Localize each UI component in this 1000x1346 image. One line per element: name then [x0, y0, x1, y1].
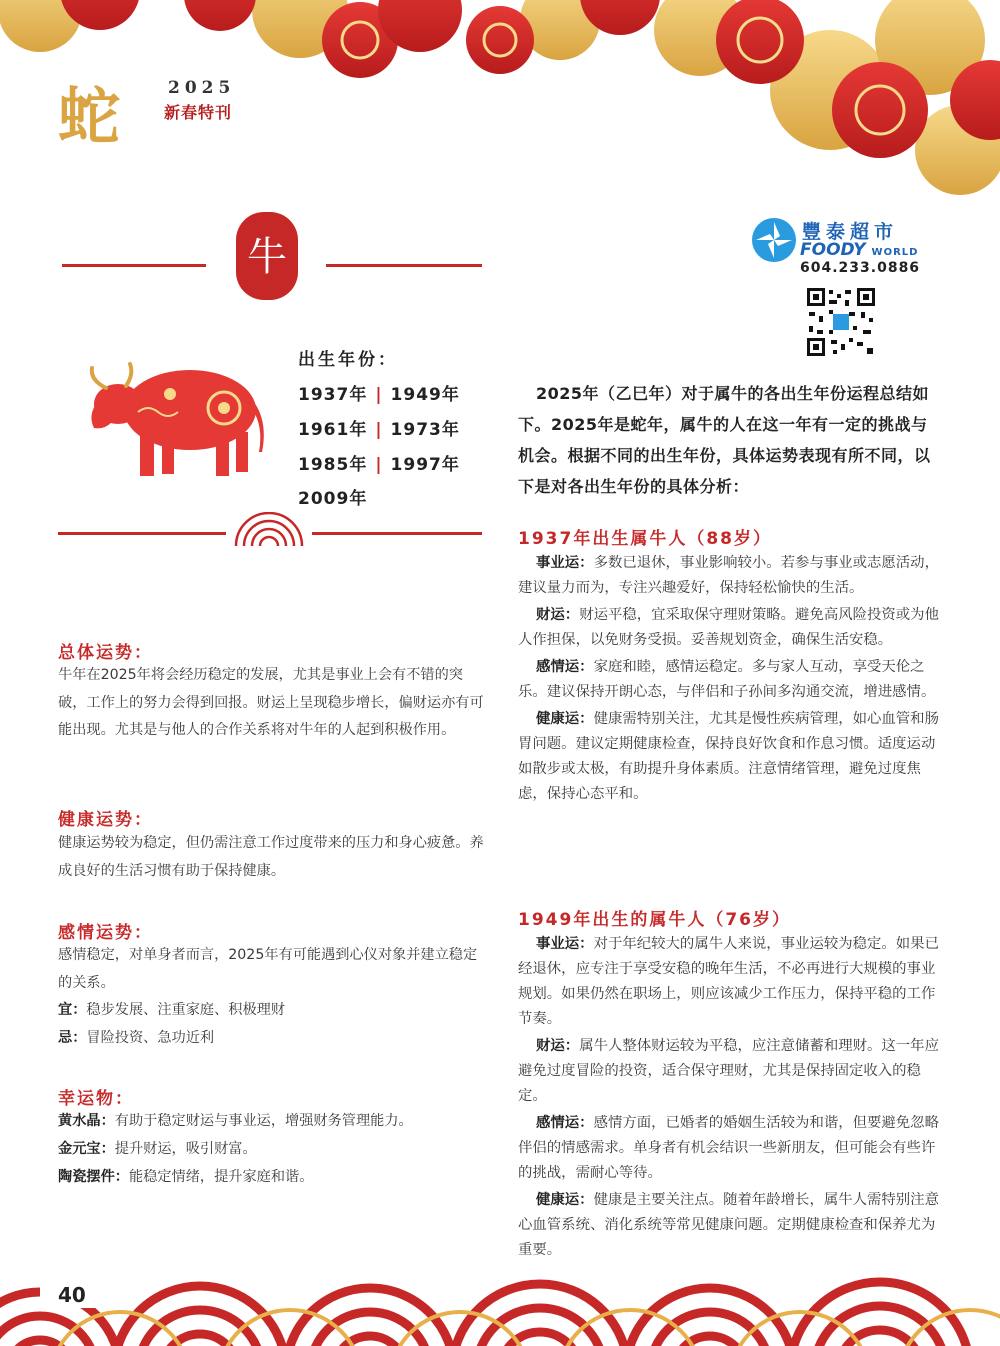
ox-seal-stamp	[234, 210, 300, 302]
brand-subtitle: 新春特刊	[164, 103, 233, 122]
wealth-paragraph: 财运：财运平稳，宜采取保守理财策略。避免高风险投资或为他人作担保，以免财务受损。妥善规划资金，确保生活安稳。	[518, 607, 939, 648]
love-do-item: 宜：稳步发展、注重家庭、积极理财	[58, 1002, 286, 1018]
section-1937-title: 1937年出生属牛人（88岁）	[518, 529, 772, 549]
section-1949-title: 1949年出生的属牛人（76岁）	[518, 910, 791, 930]
seal-line-right	[326, 264, 482, 267]
love-paragraph: 感情运：家庭和睦，感情运稳定。多与家人互动，享受天伦之乐。建议保持开朗心态，与伴侣和子孙间多沟通交流，增进感情。	[518, 659, 936, 700]
intro-paragraph: 2025年（乙巳年）对于属牛的各出生年份运程总结如下。2025年是蛇年，属牛的人在这一年有一定的挑战与机会。根据不同的出生年份，具体运势表现有所不同，以下是对各出生年份的具体分析：	[518, 384, 931, 496]
section-1949-body	[518, 932, 942, 1265]
bottom-wave-decoration	[0, 1232, 1000, 1346]
store-name-chinese: 豐泰超市	[802, 221, 899, 243]
qr-code[interactable]	[805, 286, 877, 358]
birth-years-row: 1937年 | 1949年	[298, 385, 460, 405]
overall-fortune-text: 牛年在2025年将会经历稳定的发展，尤其是事业上会有不错的突破，工作上的努力会得到回报。财运上呈现稳步增长，偏财运亦有可能出现。尤其是与他人的合作关系将对牛年的人起到积极作用。	[58, 667, 484, 738]
wealth-paragraph: 财运：属牛人整体财运较为平稳，应注意储蓄和理财。这一年应避免过度冒险的投资，适合保守理财，尤其是保持固定收入的稳定。	[518, 1038, 939, 1104]
birth-years-row: 1985年 | 1997年	[298, 455, 460, 475]
lucky-item: 黄水晶：有助于稳定财运与事业运，增强财务管理能力。	[58, 1113, 413, 1129]
health-fortune-text: 健康运势较为稳定，但仍需注意工作过度带来的压力和身心疲惫。养成良好的生活习惯有助于保持健康。	[58, 835, 484, 879]
birth-years-row: 2009年	[298, 489, 368, 509]
lucky-item: 陶瓷摆件：能稳定情绪，提升家庭和谐。	[58, 1169, 314, 1185]
store-phone: 604.233.0886	[800, 260, 921, 276]
lucky-items-title: 幸运物：	[58, 1089, 134, 1109]
birth-years-row: 1961年 | 1973年	[298, 420, 460, 440]
wave-ornament	[226, 512, 312, 548]
overall-fortune-title: 总体运势：	[58, 643, 153, 663]
section-1937-body	[518, 551, 942, 809]
career-paragraph: 事业运：多数已退休，事业影响较小。若参与事业或志愿活动，建议量力而为，专注兴趣爱好，保持轻松愉快的生活。	[518, 555, 939, 596]
career-paragraph: 事业运：对于年纪较大的属牛人来说，事业运较为稳定。如果已经退休，应专注于享受安稳的晚年生活，不必再进行大规模的事业规划。如果仍然在职场上，则应该减少工作压力，保持平稳的工作节奏。	[518, 936, 939, 1027]
page-number: 40	[58, 1283, 86, 1307]
health-paragraph: 健康运：健康需特别关注，尤其是慢性疾病管理，如心血管和肠胃问题。建议定期健康检查，保持良好饮食和作息习惯。适度运动如散步或太极，有助提升身体素质。注意情绪管理，避免过度焦虑，保持心态平和。	[518, 711, 939, 802]
birth-years-title: 出生年份：	[298, 350, 398, 370]
seal-line-left	[62, 264, 206, 267]
brand-year: 2025	[168, 78, 236, 98]
lucky-item: 金元宝：提升财运，吸引财富。	[58, 1141, 257, 1157]
love-avoid-item: 忌：冒险投资、急功近利	[58, 1030, 215, 1046]
seal-glyph: 牛	[247, 234, 287, 280]
ox-illustration	[78, 352, 278, 484]
health-paragraph: 健康运：健康是主要关注点。随着年龄增长，属牛人需特别注意心血管系统、消化系统等常见健康问题。定期健康检查和保养尤为重要。	[518, 1192, 939, 1258]
health-fortune-title: 健康运势：	[58, 810, 153, 830]
foody-world-logo-icon	[750, 216, 798, 264]
store-name-english: FOODY WORLD	[800, 240, 919, 260]
love-fortune-text: 感情稳定，对单身者而言，2025年有可能遇到心仪对象并建立稳定的关系。	[58, 947, 478, 991]
love-paragraph: 感情运：感情方面，已婚者的婚姻生活较为和谐，但要避免忽略伴侣的情感需求。单身者有机会结识一些新朋友，但可能会有些许的挑战，需耐心等待。	[518, 1115, 939, 1181]
logo-glyph: 蛇	[58, 80, 121, 148]
love-fortune-title: 感情运势：	[58, 923, 153, 943]
snake-calligraphy-logo	[58, 78, 178, 148]
